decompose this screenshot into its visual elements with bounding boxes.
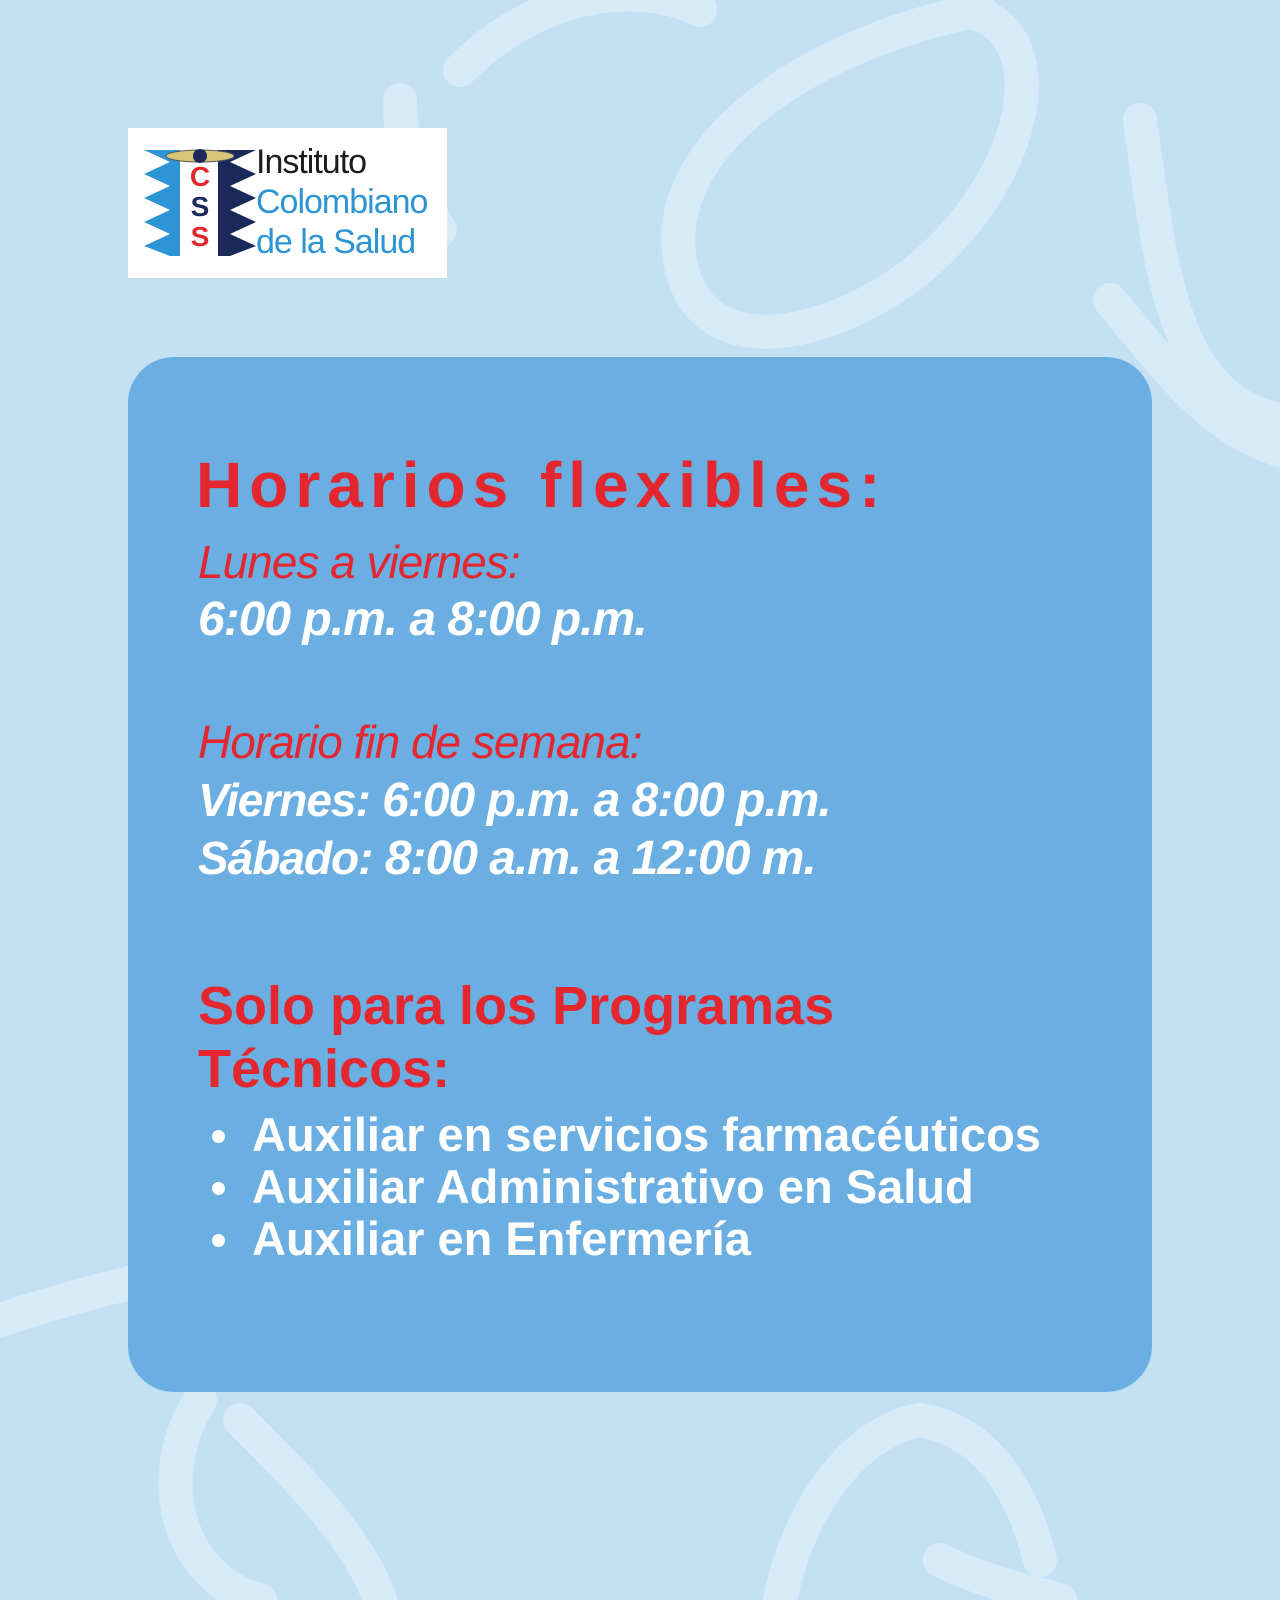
weekend-row-friday <box>198 771 831 830</box>
programs-heading <box>198 975 834 1101</box>
svg-text:C: C <box>189 161 211 192</box>
card-title: Horarios flexibles: <box>196 449 888 521</box>
programs-heading-line-2: Técnicos: <box>198 1039 451 1099</box>
weekend-time: 8:00 a.m. a 12:00 m. <box>384 832 816 885</box>
weekend-day: Viernes: <box>198 774 370 826</box>
logo-line-3: de la Salud <box>256 223 416 261</box>
programs-list <box>206 1109 1041 1265</box>
svg-text:S: S <box>190 221 210 252</box>
list-item: Auxiliar Administrativo en Salud <box>206 1161 1041 1213</box>
logo-line-1: Instituto <box>256 143 367 181</box>
logo-line-2: Colombiano <box>256 183 428 221</box>
ics-emblem-icon <box>144 142 256 264</box>
institute-logo <box>128 128 447 278</box>
schedule-card <box>128 357 1152 1392</box>
weekday-label: Lunes a viernes: <box>198 536 520 588</box>
weekend-time: 6:00 p.m. a 8:00 p.m. <box>382 774 831 827</box>
weekend-row-saturday <box>198 829 816 888</box>
list-item: Auxiliar en servicios farmacéuticos <box>206 1109 1041 1161</box>
svg-text:S: S <box>190 191 210 222</box>
programs-heading-line-1: Solo para los Programas <box>198 976 835 1036</box>
logo-wordmark <box>256 142 427 262</box>
weekend-day: Sábado: <box>198 832 373 884</box>
weekday-time: 6:00 p.m. a 8:00 p.m. <box>198 593 647 646</box>
list-item: Auxiliar en Enfermería <box>206 1213 1041 1265</box>
weekend-label: Horario fin de semana: <box>198 716 642 768</box>
